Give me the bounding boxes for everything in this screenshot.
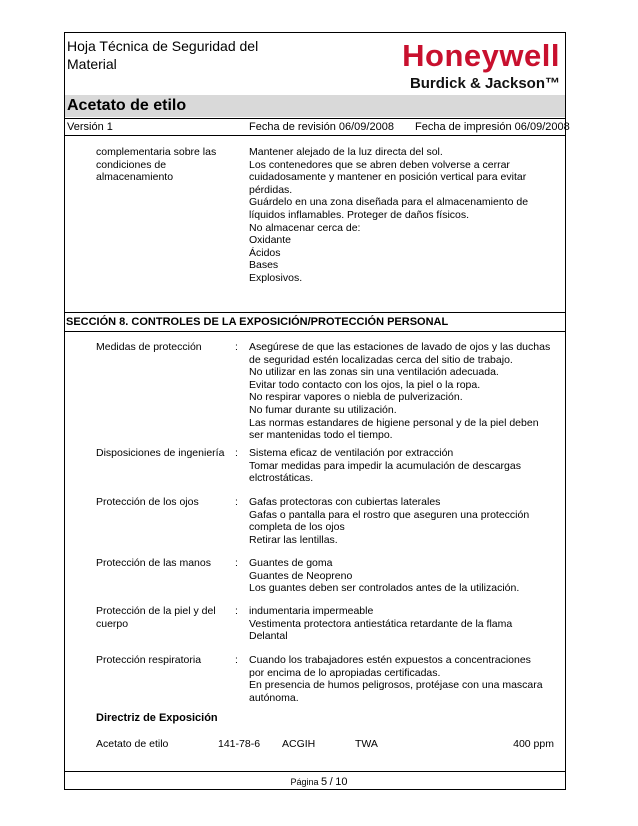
- item-line: Las normas estandares de higiene personal y de la piel deben: [249, 416, 539, 429]
- storage-line: Los contenedores que se abren deben volverse a cerrar: [249, 158, 510, 171]
- colon: :: [235, 654, 238, 666]
- page-footer: [0, 776, 638, 788]
- item-line: Gafas protectoras con cubiertas laterales: [249, 496, 441, 508]
- storage-line: Explosivos.: [249, 271, 303, 284]
- item-label-line: Disposiciones de ingeniería: [96, 447, 225, 459]
- document-title-line-2: Material: [67, 56, 117, 72]
- storage-line: Mantener alejado de la luz directa del sol.: [249, 146, 443, 158]
- revision-date: Fecha de revisión 06/09/2008: [249, 121, 394, 133]
- section-divider: [65, 312, 565, 313]
- product-name: Acetato de etilo: [67, 97, 187, 114]
- item-line: indumentaria impermeable: [249, 605, 374, 617]
- storage-line: Bases: [249, 259, 279, 272]
- item-line: No respirar vapores o niebla de pulverización.: [249, 391, 463, 404]
- item-label-line: Medidas de protección: [96, 341, 202, 353]
- divider: [65, 135, 565, 136]
- storage-label: [96, 146, 216, 184]
- page-separator: /: [329, 776, 333, 788]
- storage-value: [249, 146, 559, 285]
- honeywell-logo: [402, 40, 560, 93]
- exposure-directive-heading: Directriz de Exposición: [96, 712, 218, 724]
- storage-label-line: complementaria sobre las: [96, 146, 217, 158]
- divider: [65, 118, 565, 119]
- item-value-engineering: [249, 447, 559, 485]
- item-label-eye-protection: [96, 496, 199, 509]
- storage-line: cuidadosamente y mantener en posición vertical para evitar: [249, 171, 527, 184]
- section-divider: [65, 331, 565, 332]
- item-label-line: cuerpo: [96, 617, 129, 630]
- colon: :: [235, 605, 238, 617]
- item-line: Guantes de Neopreno: [249, 569, 353, 582]
- print-date: Fecha de impresión 06/09/2008: [415, 121, 570, 133]
- item-label-line: Protección de las manos: [96, 557, 211, 569]
- item-label-protective-measures: [96, 341, 202, 354]
- item-label-engineering: [96, 447, 224, 460]
- page-number: 5: [321, 776, 328, 788]
- document-title-line-1: Hoja Técnica de Seguridad del: [67, 38, 259, 54]
- item-line: Tomar medidas para impedir la acumulación de descargas: [249, 459, 521, 472]
- colon: :: [235, 447, 238, 459]
- item-line: Los guantes deben ser controlados antes de la utilización.: [249, 582, 520, 595]
- storage-line: Ácidos: [249, 246, 281, 259]
- section-8-heading: SECCIÓN 8. CONTROLES DE LA EXPOSICIÓN/PROTECCIÓN PERSONAL: [66, 316, 449, 328]
- item-line: completa de los ojos: [249, 521, 345, 534]
- item-line: No fumar durante su utilización.: [249, 403, 397, 416]
- item-value-eye-protection: [249, 496, 559, 546]
- item-label-skin-protection: [96, 605, 216, 630]
- storage-label-line: condiciones de: [96, 158, 167, 171]
- item-line: de seguridad estén localizadas cerca del sitio de trabajo.: [249, 353, 513, 366]
- item-line: autónoma.: [249, 691, 299, 704]
- storage-label-line: almacenamiento: [96, 171, 174, 184]
- product-name-bar: [65, 95, 565, 117]
- item-line: Sistema eficaz de ventilación por extracción: [249, 447, 454, 459]
- storage-line: Oxidante: [249, 234, 292, 247]
- item-label-hand-protection: [96, 557, 211, 570]
- storage-line: pérdidas.: [249, 183, 293, 196]
- colon: :: [235, 496, 238, 508]
- page-word: Página: [290, 777, 319, 787]
- exposure-substance: Acetato de etilo: [96, 738, 169, 750]
- brand-name: Honeywell: [402, 38, 560, 73]
- item-line: No utilizar en las zonas sin una ventilación adecuada.: [249, 366, 499, 379]
- item-line: Delantal: [249, 630, 288, 643]
- storage-line: No almacenar cerca de:: [249, 221, 361, 234]
- item-line: Vestimenta protectora antiestática retardante de la flama: [249, 617, 513, 630]
- storage-line: líquidos inflamables. Proteger de daños físicos.: [249, 208, 470, 221]
- exposure-cas: 141-78-6: [218, 738, 261, 750]
- footer-divider: [65, 771, 565, 772]
- exposure-type: TWA: [355, 738, 378, 750]
- item-line: Gafas o pantalla para el rostro que aseguren una protección: [249, 508, 530, 521]
- item-line: Retirar las lentillas.: [249, 533, 338, 546]
- item-line: Guantes de goma: [249, 557, 333, 569]
- colon: :: [235, 341, 238, 353]
- sub-brand-name: Burdick & Jackson™: [409, 75, 560, 92]
- item-value-respiratory-protection: [249, 654, 559, 704]
- item-value-hand-protection: [249, 557, 559, 595]
- item-value-protective-measures: [249, 341, 559, 442]
- colon: :: [235, 557, 238, 569]
- document-title: [67, 37, 258, 73]
- item-line: elctrostáticas.: [249, 472, 314, 485]
- item-line: por encima de lo apropiadas certificadas.: [249, 666, 441, 679]
- exposure-value: 400 ppm: [513, 738, 554, 750]
- item-line: Evitar todo contacto con los ojos, la piel o la ropa.: [249, 378, 481, 391]
- item-value-skin-protection: [249, 605, 559, 643]
- storage-line: Guárdelo en una zona diseñada para el almacenamiento de: [249, 196, 529, 209]
- item-label-line: Protección respiratoria: [96, 654, 202, 666]
- page-total: 10: [335, 776, 348, 788]
- item-line: ser mantenidas todo el tiempo.: [249, 429, 393, 442]
- item-line: Asegúrese de que las estaciones de lavado de ojos y las duchas: [249, 341, 551, 353]
- item-line: En presencia de humos peligrosos, protéjase con una mascara: [249, 679, 543, 692]
- item-label-respiratory-protection: [96, 654, 201, 667]
- item-line: Cuando los trabajadores estén expuestos a concentraciones: [249, 654, 531, 666]
- item-label-line: Protección de los ojos: [96, 496, 199, 508]
- version: Versión 1: [67, 121, 113, 133]
- item-label-line: Protección de la piel y del: [96, 605, 216, 617]
- exposure-source: ACGIH: [282, 738, 316, 750]
